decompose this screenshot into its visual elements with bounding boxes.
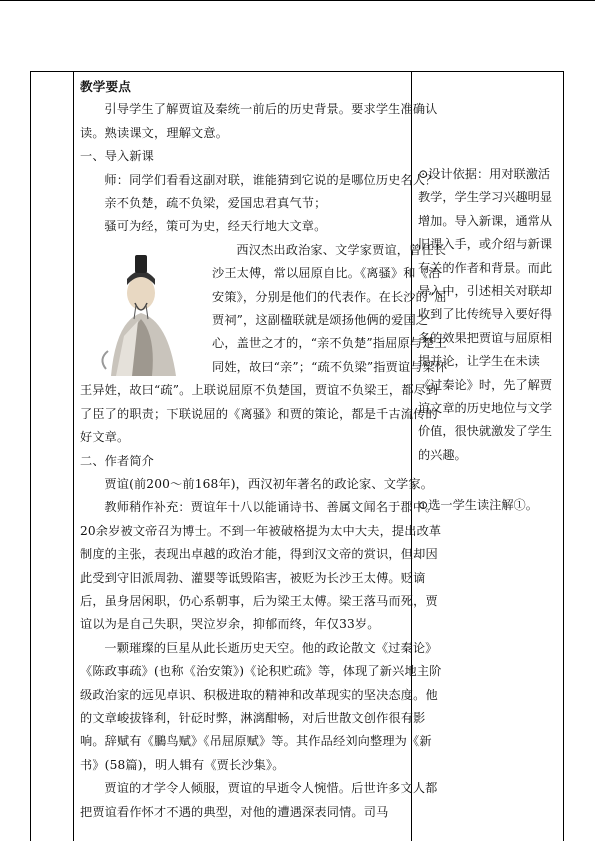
design-note-2: ⊙选一学生读注解①。 xyxy=(418,498,538,512)
closing-text: 贾谊的才学令人倾服，贾谊的早逝令人惋惜。后世许多文人都把贾谊看作怀才不遇的典型，对他的遭遇深表同情。司马 xyxy=(80,781,438,819)
lesson-table xyxy=(30,71,564,841)
table-left-border xyxy=(30,71,31,841)
design-note-1: ⊙设计依据：用对联激活教学，学生学习兴趣明显增加。导入新课，通常从旧课入手，或介绍与新课有关的作者和背景。而此导入中，引述相关对联却收到了比传统导入要好得多的效果把贾谊与屈原相提并论，让学生在未读《过秦论》时，先了解贾谊文章的历史地位与文学价值，很快就激发了学生的兴趣。 xyxy=(418,167,553,462)
section-heading: 教学要点 xyxy=(80,79,131,94)
teacher-question: 师：同学们看看这副对联，谁能猜到它说的是哪位历史名人？ xyxy=(104,172,438,187)
author-legacy: 一颗璀璨的巨星从此长逝历史天空。他的政论散文《过秦论》《陈政事疏》(也称《治安策》)《论积贮疏》等，体现了新兴地主阶级政治家的远见卓识、积极进取的精神和改革现实的坚决态度。他的文章峻拔锋利，针砭时弊，淋漓酣畅，对后世散文创作很有影响。辞赋有《鵩鸟赋》《吊屈原赋》等。其作品经刘向整理为《新书》(58篇)，明人辑有《贾长沙集》。 xyxy=(80,640,442,772)
section1-title: 一、导入新课 xyxy=(80,149,155,164)
portrait-paragraph xyxy=(80,239,448,450)
table-right-border xyxy=(563,71,564,841)
couplet-line-1: 亲不负楚，疏不负梁，爱国忠君真气节； xyxy=(104,196,327,211)
section2-title: 二、作者简介 xyxy=(80,453,155,468)
teaching-content xyxy=(74,71,454,824)
couplet-explanation: 西汉杰出政治家、文学家贾谊，曾任长沙王太傅，常以屈原自比。《离骚》和《治安策》，分别是他们的代表作。在长沙的“屈贾祠”，这副楹联就是颂扬他俩的爱国之心，盖世之才的，“亲不负楚”指屈原与楚王同姓，故曰“亲”；“疏不负梁”指贾谊与梁怀王异姓，故曰“疏”。上联说屈原不负楚国，贾谊不负梁王，都尽到了臣了的职责；下联说屈的《离骚》和贾的策论，都是千古流传的好文章。 xyxy=(80,242,448,445)
jia-yi-portrait xyxy=(86,241,196,376)
couplet-line-2: 骚可为经，策可为史，经天行地大文章。 xyxy=(104,219,327,234)
page-top-rule xyxy=(0,0,595,1)
author-intro: 贾谊(前200～前168年)，西汉初年著名的政论家、文学家。 xyxy=(104,476,434,491)
teacher-supplement: 教师稍作补充：贾谊年十八以能诵诗书、善属文闻名于郡中。20余岁被文帝召为博士。不到一年被破格提为太中大夫，提出改革制度的主张，表现出卓越的政治才能，得到汉文帝的赏识，但却因此受到守旧派周勃、灌婴等诋毁陷害，被贬为长沙王太傅。贬谪后，虽身居闲职，仍心系朝事，后为梁王太傅。梁王落马而死，贾谊以为是自己失职，哭泣岁余，抑郁而终，年仅33岁。 xyxy=(80,500,442,632)
objective-text: 引导学生了解贾谊及秦统一前后的历史背景。要求学生准确认读。熟读课文，理解文意。 xyxy=(80,102,438,140)
